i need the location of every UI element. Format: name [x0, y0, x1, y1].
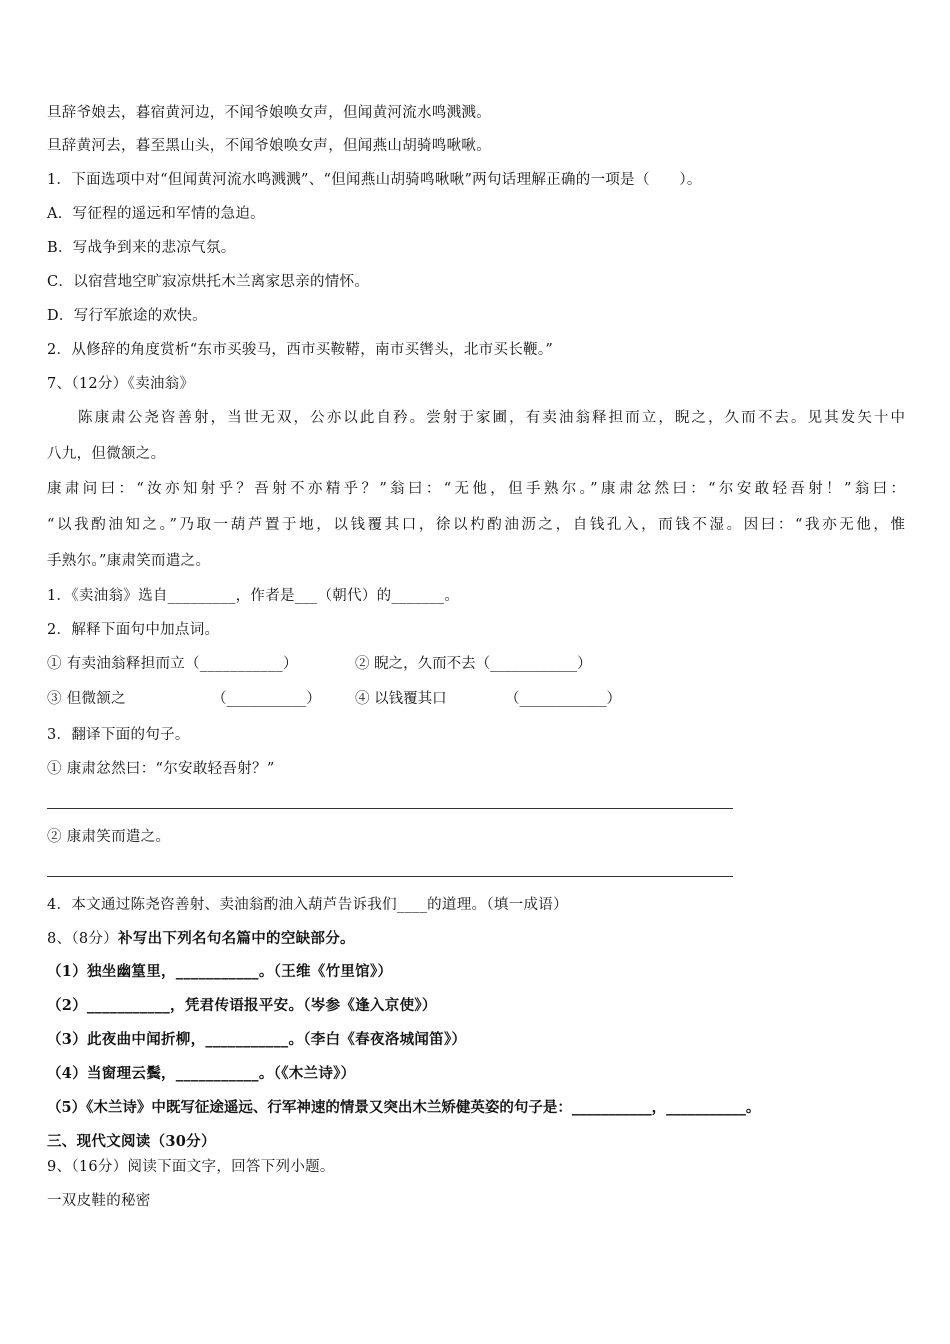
q7-word-4: ④ 以钱覆其口	[355, 691, 447, 707]
q8-title-prefix: 8、（8分）	[47, 931, 119, 947]
q7-word-2: ② 睨之，久而不去（____________）	[355, 656, 592, 672]
q6-question-2: 2．从修辞的角度赏析“东市买骏马，西市买鞍鞯，南市买辔头，北市买长鞭。”	[47, 342, 554, 358]
q6-option-a: A．写征程的遥远和军情的急迫。	[47, 206, 265, 222]
q6-option-c: C．以宿营地空旷寂凉烘托木兰离家思亲的情怀。	[47, 274, 370, 290]
q8-line-3: （3）此夜曲中闻折柳，___________。（李白《春夜洛城闻笛》）	[47, 1031, 467, 1048]
q8-title-main: 补写出下列名句名篇中的空缺部分。	[118, 930, 355, 947]
q7-passage-line-2: 八九，但微颔之。	[47, 446, 166, 462]
answer-line-1	[47, 808, 733, 809]
q7-question-4: 4．本文通过陈尧咨善射、卖油翁酌油入葫芦告诉我们____的道理。（填一成语）	[47, 897, 568, 913]
q8-line-5: （5）《木兰诗》中既写征途遥远、行军神速的情景又突出木兰矫健英姿的句子是：___________，___________。	[47, 1099, 761, 1116]
answer-line-2	[47, 876, 733, 877]
q7-question-3: 3．翻译下面的句子。	[47, 727, 190, 743]
q7-passage-line-5: 手熟尔。”康肃笑而遣之。	[47, 553, 211, 569]
q7-sentence-1: ① 康肃忿然曰：“尔安敢轻吾射？”	[47, 761, 275, 777]
q7-passage-line-1: 陈康肃公尧咨善射，当世无双，公亦以此自矜。尝射于家圃，有卖油翁释担而立，睨之，久而不去。见其发矢十中	[78, 410, 905, 426]
q6-option-d: D．写行军旅途的欢快。	[47, 308, 207, 324]
q6-question-1: 1．下面选项中对“但闻黄河流水鸣溅溅”、“但闻燕山胡骑鸣啾啾”两句话理解正确的一项是（ ）。	[47, 172, 702, 188]
q7-question-1: 1．《卖油翁》选自_________，作者是___（朝代）的_______。	[47, 588, 460, 604]
q7-question-2: 2．解释下面句中加点词。	[47, 622, 220, 638]
q7-word-3-blank: （___________）	[212, 691, 321, 707]
q6-option-b: B．写战争到来的悲凉气氛。	[47, 240, 236, 256]
story-title: 一双皮鞋的秘密	[47, 1193, 151, 1209]
q7-title: 7、（12分）《卖油翁》	[47, 376, 195, 392]
q8-line-4: （4）当窗理云鬓，___________。（《木兰诗》）	[47, 1065, 356, 1082]
poem-line-2: 旦辞黄河去，暮至黑山头，不闻爷娘唤女声，但闻燕山胡骑鸣啾啾。	[47, 138, 491, 154]
q8-title	[47, 930, 355, 948]
q9-instruction: 9、（16分）阅读下面文字，回答下列小题。	[47, 1159, 335, 1175]
q7-sentence-2: ② 康肃笑而遣之。	[47, 829, 171, 845]
q8-line-2: （2）___________，凭君传语报平安。（岑参《逢入京使》）	[47, 997, 437, 1014]
q8-line-1: （1）独坐幽篁里，___________。（王维《竹里馆》）	[47, 963, 393, 980]
q7-passage-line-4: “以我酌油知之。”乃取一葫芦置于地，以钱覆其口，徐以杓酌油沥之，自钱孔入，而钱不湿。因曰：“我亦无他，惟	[47, 517, 905, 533]
poem-line-1: 旦辞爷娘去，暮宿黄河边，不闻爷娘唤女声，但闻黄河流水鸣溅溅。	[47, 105, 491, 121]
q7-word-3: ③ 但微颔之	[47, 691, 126, 707]
section-3-heading: 三、现代文阅读（30分）	[47, 1133, 216, 1150]
q7-passage-line-3: 康肃问曰：“汝亦知射乎？吾射不亦精乎？”翁曰：“无他，但手熟尔。”康肃忿然曰：“尔安敢轻吾射！”翁曰：	[47, 481, 905, 497]
q7-word-4-blank: （____________）	[505, 691, 621, 707]
q7-word-1: ① 有卖油翁释担而立（___________）	[47, 656, 298, 672]
